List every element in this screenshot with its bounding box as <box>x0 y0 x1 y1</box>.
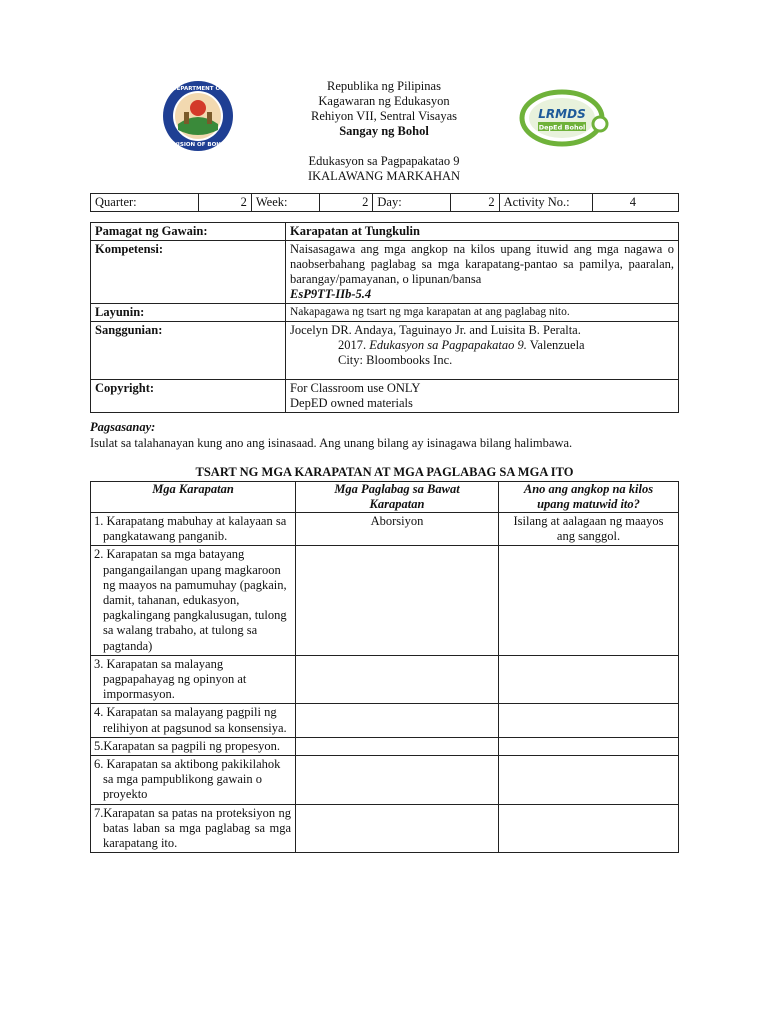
kilos-cell[interactable] <box>499 756 679 805</box>
table-row <box>91 513 679 546</box>
kilos-cell[interactable] <box>499 804 679 853</box>
karapatan-cell: 2. Karapatan sa mga batayang pangangailangan upang magkaroon ng maayos na pamumuhay (pagkain, damit, tahanan, edukasyon, pagkalingang pangkalusugan, tulong sa walang trabaho, at tulong sa pagtanda) <box>91 546 296 655</box>
layunin-label: Layunin: <box>91 304 286 322</box>
meta-row-table <box>90 193 679 212</box>
chart-title: TSART NG MGA KARAPATAN AT MGA PAGLABAG SA MGA ITO <box>195 465 574 479</box>
paglabag-cell[interactable] <box>296 804 499 853</box>
activity-label: Activity No.: <box>499 194 592 212</box>
paglabag-cell[interactable] <box>296 655 499 704</box>
sanggunian-cell <box>286 322 679 380</box>
pagsasanay-instruction: Isulat sa talahanayan kung ano ang isinasaad. Ang unang bilang ay isinagawa bilang halimbawa. <box>90 436 573 450</box>
kompetensi-value: Naisasagawa ang mga angkop na kilos upang ituwid ang mga nagawa o naobserbahang paglabag sa mga karapatang-pantao sa pamilya, paaralan, barangay/pamayanan, o lipunan/bansa <box>290 242 674 286</box>
sanggunian-book: Edukasyon sa Pagpapakatao 9. <box>369 338 527 352</box>
svg-text:LRMDS: LRMDS <box>538 107 586 121</box>
pagsasanay-title: Pagsasanay: <box>90 420 156 434</box>
kilos-cell[interactable] <box>499 546 679 655</box>
svg-text:DIVISION OF BOHOL: DIVISION OF BOHOL <box>166 142 230 148</box>
kompetensi-label: Kompetensi: <box>91 241 286 304</box>
quarter-label: Quarter: <box>91 194 199 212</box>
sanggunian-authors: Jocelyn DR. Andaya, Taguinayo Jr. and Luisita B. Peralta. <box>290 323 581 337</box>
header-republika: Republika ng Pilipinas <box>327 79 441 93</box>
svg-text:DepEd Bohol: DepEd Bohol <box>538 123 586 132</box>
header-kagawaran: Kagawaran ng Edukasyon <box>318 94 450 108</box>
sanggunian-city: Valenzuela <box>529 338 585 352</box>
kilos-cell[interactable] <box>499 655 679 704</box>
paglabag-cell[interactable] <box>296 704 499 737</box>
kompetensi-code: EsP9TT-IIb-5.4 <box>290 287 372 301</box>
table-row <box>91 804 679 853</box>
col-header-karapatan: Mga Karapatan <box>91 482 296 513</box>
sanggunian-publisher: City: Bloombooks Inc. <box>338 353 453 367</box>
header-subject: Edukasyon sa Pagpapakatao 9 <box>308 154 460 168</box>
table-row <box>91 756 679 805</box>
header-quarter-title: IKALAWANG MARKAHAN <box>307 169 461 183</box>
col-header-paglabag <box>296 482 499 513</box>
karapatan-cell: 7.Karapatan sa patas na proteksiyon ng batas laban sa mga paglabag sa mga karapatang ito. <box>91 804 296 853</box>
table-header-row <box>91 482 679 513</box>
sanggunian-label: Sanggunian: <box>91 322 286 380</box>
paglabag-cell[interactable] <box>296 546 499 655</box>
kilos-cell[interactable] <box>499 704 679 737</box>
col-header-kilos-line2: upang matuwid ito? <box>537 497 640 511</box>
week-label: Week: <box>251 194 319 212</box>
col-header-kilos-line1: Ano ang angkop na kilos <box>523 482 654 496</box>
day-label: Day: <box>373 194 451 212</box>
col-header-kilos <box>499 482 679 513</box>
layunin-value: Nakapagawa ng tsart ng mga karapatan at ang paglabag nito. <box>286 304 679 322</box>
copyright-line2: DepED owned materials <box>290 396 413 410</box>
kilos-cell: Isilang at aalagaan ng maayos ang sanggol. <box>499 513 679 546</box>
karapatan-cell: 4. Karapatan sa malayang pagpili ng relihiyon at pagsunod sa konsensiya. <box>91 704 296 737</box>
week-value: 2 <box>320 194 373 212</box>
kompetensi-cell <box>286 241 679 304</box>
col-header-paglabag-line2: Karapatan <box>369 497 425 511</box>
copyright-line1: For Classroom use ONLY <box>290 381 421 395</box>
sanggunian-book-line <box>290 338 674 353</box>
quarter-value: 2 <box>198 194 251 212</box>
table-row <box>91 704 679 737</box>
header-sangay: Sangay ng Bohol <box>339 124 429 138</box>
table-row <box>91 737 679 755</box>
info-table <box>90 222 679 413</box>
kilos-cell[interactable] <box>499 737 679 755</box>
table-row <box>91 546 679 655</box>
karapatan-cell: 6. Karapatan sa aktibong pakikilahok sa mga pampublikong gawain o proyekto <box>91 756 296 805</box>
activity-value: 4 <box>592 194 678 212</box>
copyright-cell <box>286 380 679 413</box>
karapatan-cell: 1. Karapatang mabuhay at kalayaan sa pangkatawang panganib. <box>91 513 296 546</box>
karapatan-cell: 5.Karapatan sa pagpili ng propesyon. <box>91 737 296 755</box>
karapatan-table <box>90 481 679 853</box>
day-value: 2 <box>451 194 499 212</box>
karapatan-cell: 3. Karapatan sa malayang pagpapahayag ng opinyon at impormasyon. <box>91 655 296 704</box>
paglabag-cell[interactable] <box>296 756 499 805</box>
table-row <box>91 655 679 704</box>
pamagat-value: Karapatan at Tungkulin <box>286 223 679 241</box>
header-rehiyon: Rehiyon VII, Sentral Visayas <box>311 109 457 123</box>
sanggunian-year: 2017. <box>338 338 367 352</box>
paglabag-cell: Aborsiyon <box>296 513 499 546</box>
pamagat-label: Pamagat ng Gawain: <box>91 223 286 241</box>
copyright-label: Copyright: <box>91 380 286 413</box>
col-header-paglabag-line1: Mga Paglabag sa Bawat <box>334 482 460 496</box>
paglabag-cell[interactable] <box>296 737 499 755</box>
svg-text:DEPARTMENT OF: DEPARTMENT OF <box>172 86 224 92</box>
